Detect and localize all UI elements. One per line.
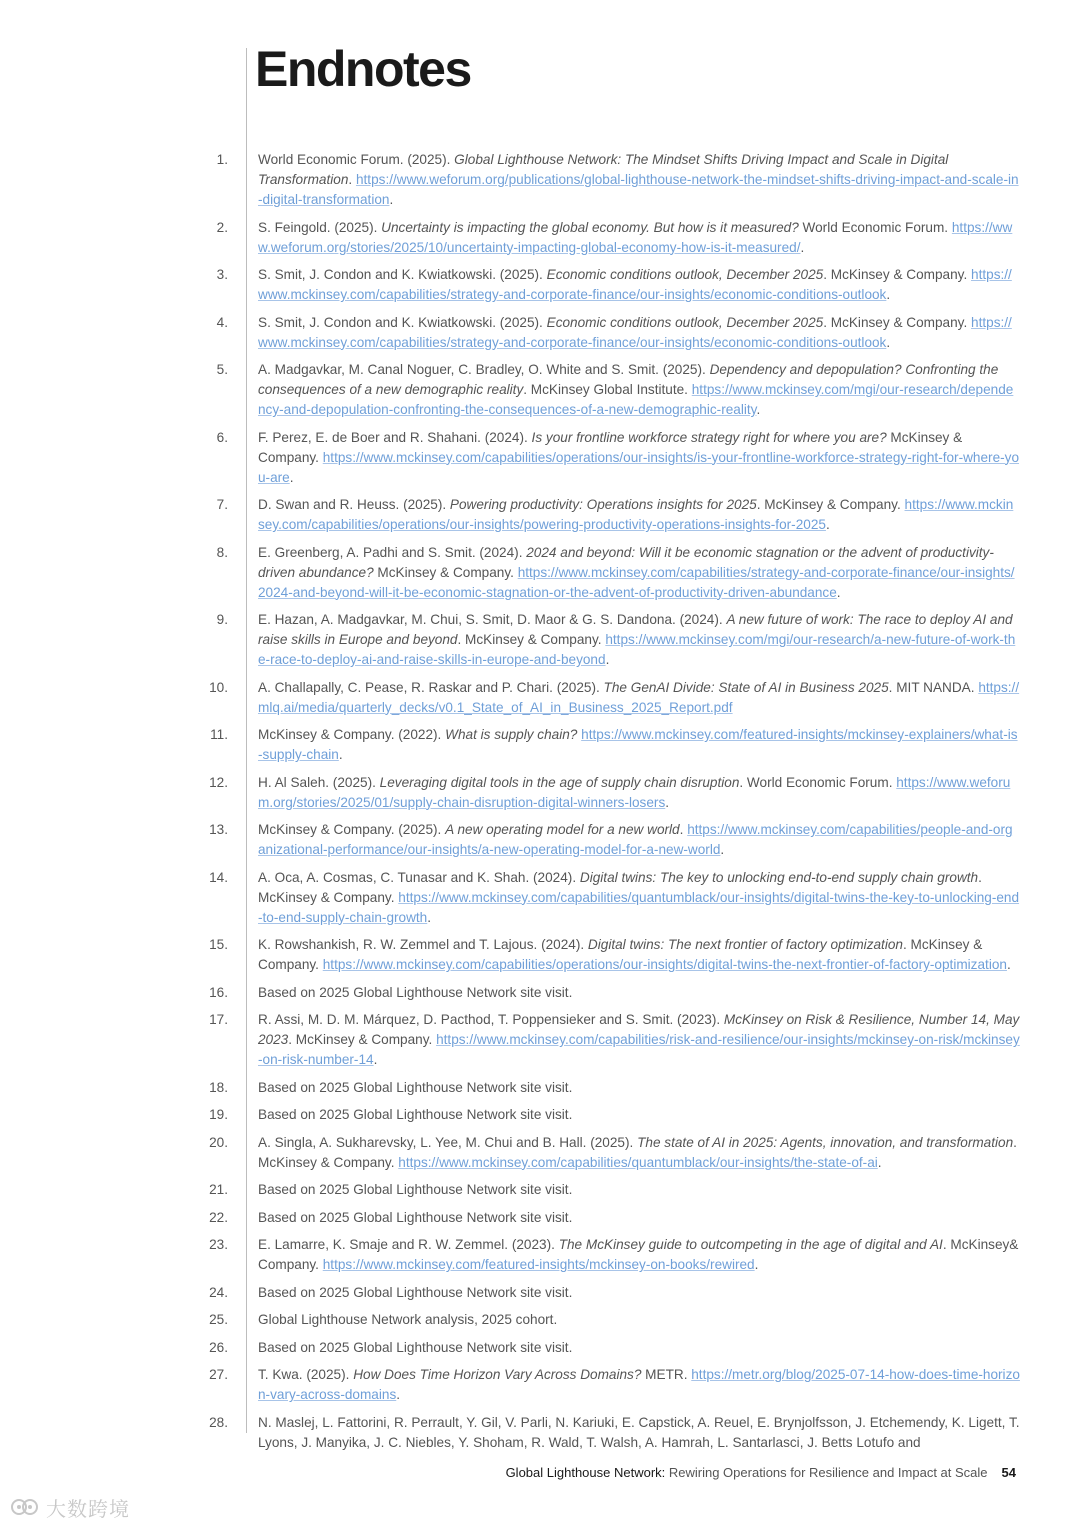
endnote-item bbox=[0, 1235, 1080, 1275]
endnote-title: A new future of work: The race to deploy AI and raise skills in Europe and beyond bbox=[258, 612, 1013, 647]
endnote-text-segment: A. Singla, A. Sukharevsky, L. Yee, M. Chui and B. Hall. (2025). bbox=[258, 1134, 638, 1150]
endnote-text-segment: . McKinsey & Company. bbox=[258, 869, 982, 905]
endnote-item bbox=[0, 868, 1080, 928]
endnote-text-segment: . McKinsey & Company. bbox=[457, 632, 606, 647]
endnote-number: 16. bbox=[209, 984, 228, 1000]
endnote-number: 12. bbox=[209, 774, 228, 790]
endnote-text-segment: D. Swan and R. Heuss. (2025). bbox=[258, 497, 450, 512]
page-number: 54 bbox=[1001, 1465, 1016, 1480]
endnote-link[interactable]: https://www.mckinsey.com/capabilities/operations/our-insights/powering-productivity-operations-insights-for-2025 bbox=[258, 497, 1014, 532]
endnote-link[interactable]: https://www.mckinsey.com/mgi/our-research/a-new-future-of-work-the-race-to-deploy-ai-and-raise-skills-in-europe-and-beyond bbox=[258, 632, 1016, 667]
endnote-text bbox=[258, 1283, 1020, 1303]
endnote-item bbox=[0, 1208, 1080, 1228]
endnote-number: 25. bbox=[209, 1312, 228, 1327]
endnote-number: 22. bbox=[209, 1209, 228, 1225]
endnote-text-segment: McKinsey & Company. bbox=[373, 564, 518, 580]
endnote-text-segment: H. Al Saleh. (2025). bbox=[258, 774, 380, 790]
endnote-link[interactable]: https://www.mckinsey.com/capabilities/quantumblack/our-insights/the-state-of-ai bbox=[398, 1154, 878, 1170]
endnote-item bbox=[0, 1310, 1080, 1330]
endnote-text-segment: S. Smit, J. Condon and K. Kwiatkowski. (2025). bbox=[258, 314, 547, 330]
endnote-number: 5. bbox=[216, 362, 228, 377]
endnote-title: Digital twins: The next frontier of factory optimization bbox=[587, 937, 903, 952]
endnote-link[interactable]: https://www.mckinsey.com/capabilities/strategy-and-corporate-finance/our-insights/economic-conditions-outlook bbox=[258, 267, 1012, 302]
endnote-link[interactable]: https://www.mckinsey.com/capabilities/risk-and-resilience/our-insights/mckinsey-on-risk/mckinsey-on-risk-number-14 bbox=[258, 1032, 1020, 1067]
endnote-text-segment: . bbox=[877, 1154, 882, 1170]
endnote-text-segment: . bbox=[289, 469, 294, 485]
endnote-item bbox=[0, 1010, 1080, 1070]
endnote-text-segment: A. Oca, A. Cosmas, C. Tunasar and K. Shah. (2024). bbox=[258, 869, 580, 885]
watermark-text: 大数跨境 bbox=[46, 1496, 130, 1521]
endnote-number: 13. bbox=[209, 822, 228, 837]
endnote-title: What is supply chain? bbox=[445, 727, 578, 742]
endnote-text-segment: F. Perez, E. de Boer and R. Shahani. (2024). bbox=[258, 429, 532, 445]
endnote-number: 10. bbox=[209, 679, 228, 695]
endnote-text bbox=[258, 1338, 1020, 1358]
endnote-number: 8. bbox=[216, 544, 228, 560]
endnote-number: 28. bbox=[209, 1414, 228, 1430]
endnote-text bbox=[258, 1310, 1020, 1330]
endnote-number: 11. bbox=[210, 727, 228, 742]
endnote-item bbox=[0, 773, 1080, 813]
endnote-link[interactable]: https://www.mckinsey.com/capabilities/operations/our-insights/digital-twins-the-next-frontier-of-factory-optimization bbox=[322, 957, 1007, 972]
endnote-text bbox=[258, 150, 1020, 210]
endnote-item bbox=[0, 1105, 1080, 1125]
endnote-text-segment: . bbox=[679, 822, 688, 837]
endnote-title: How Does Time Horizon Vary Across Domains? bbox=[353, 1367, 642, 1382]
endnote-text-segment: . MIT NANDA. bbox=[888, 679, 979, 695]
endnotes-list bbox=[0, 150, 1080, 1460]
endnote-item bbox=[0, 1283, 1080, 1303]
endnote-text bbox=[258, 1078, 1020, 1098]
endnote-text-segment: . McKinsey & Company. bbox=[288, 1032, 437, 1047]
endnote-title: Powering productivity: Operations insights for 2025 bbox=[449, 497, 757, 512]
endnote-title: Economic conditions outlook, December 2025 bbox=[546, 267, 824, 282]
endnote-link[interactable]: https://www.mckinsey.com/capabilities/quantumblack/our-insights/digital-twins-the-key-to-unlocking-end-to-end-supply-chain-growth bbox=[258, 889, 1020, 925]
endnote-text bbox=[258, 868, 1020, 928]
endnote-text-segment: . McKinsey Global Institute. bbox=[523, 382, 692, 397]
endnote-text bbox=[258, 983, 1020, 1003]
endnote-text-segment: E. Lamarre, K. Smaje and R. W. Zemmel. (2023). bbox=[258, 1237, 559, 1252]
logo-mark-icon bbox=[10, 1496, 40, 1518]
endnote-number: 20. bbox=[209, 1134, 228, 1150]
endnote-text-segment: . bbox=[348, 172, 356, 187]
endnote-text-segment: World Economic Forum. bbox=[798, 219, 952, 235]
endnote-item bbox=[0, 820, 1080, 860]
endnote-link[interactable]: https://www.mckinsey.com/featured-insights/mckinsey-explainers/what-is-supply-chain bbox=[258, 727, 1018, 762]
endnote-link[interactable]: https://www.mckinsey.com/featured-insights/mckinsey-on-books/rewired bbox=[322, 1257, 755, 1272]
endnote-text-segment: . McKinsey & Company. bbox=[258, 937, 983, 972]
endnote-text bbox=[258, 1235, 1020, 1275]
endnote-text bbox=[258, 1208, 1020, 1228]
endnote-text-segment: . McKinsey & Company. bbox=[258, 1134, 1017, 1170]
endnote-text-segment: Based on 2025 Global Lighthouse Network site visit. bbox=[258, 1182, 573, 1197]
endnote-number: 7. bbox=[216, 497, 228, 512]
endnote-text-segment: . bbox=[373, 1052, 378, 1067]
endnote-text-segment: . bbox=[605, 652, 610, 667]
endnote-text-segment: . McKinsey& Company. bbox=[258, 1237, 1019, 1272]
endnote-link[interactable]: https://www.mckinsey.com/capabilities/strategy-and-corporate-finance/our-insights/2024-and-beyond-will-it-be-economic-stagnation-or-the-advent-of-productivity-driven-abundance bbox=[258, 564, 1015, 600]
endnote-text-segment: World Economic Forum. (2025). bbox=[258, 152, 455, 167]
endnote-text-segment: McKinsey & Company. bbox=[258, 429, 963, 465]
endnote-text-segment: E. Hazan, A. Madgavkar, M. Chui, S. Smit, D. Maor & G. S. Dandona. (2024). bbox=[258, 612, 727, 627]
page-title: Endnotes bbox=[255, 41, 471, 97]
endnote-link[interactable]: https://mlq.ai/media/quarterly_decks/v0.1_State_of_AI_in_Business_2025_Report.pdf bbox=[258, 679, 1020, 715]
endnote-item bbox=[0, 265, 1080, 305]
endnote-number: 19. bbox=[209, 1107, 228, 1122]
endnote-item bbox=[0, 1133, 1080, 1173]
endnote-title: Digital twins: The key to unlocking end-to-end supply chain growth bbox=[579, 869, 979, 885]
endnote-title: The McKinsey guide to outcompeting in the age of digital and AI bbox=[558, 1237, 943, 1252]
page-footer bbox=[506, 1465, 1016, 1480]
endnote-number: 1. bbox=[216, 152, 228, 167]
endnote-text-segment: T. Kwa. (2025). bbox=[258, 1367, 354, 1382]
endnote-text bbox=[258, 725, 1020, 765]
endnote-text-segment: . bbox=[825, 517, 830, 532]
endnote-item bbox=[0, 1078, 1080, 1098]
endnote-text-segment: . bbox=[665, 794, 670, 810]
endnote-text-segment: Based on 2025 Global Lighthouse Network site visit. bbox=[258, 1284, 573, 1300]
endnote-text bbox=[258, 678, 1020, 718]
endnote-item bbox=[0, 543, 1080, 603]
endnote-text-segment: S. Feingold. (2025). bbox=[258, 219, 382, 235]
endnote-number: 23. bbox=[209, 1237, 228, 1252]
endnote-item bbox=[0, 725, 1080, 765]
endnote-text-segment: . bbox=[427, 909, 432, 925]
endnote-text-segment: . bbox=[389, 192, 394, 207]
footer-subtitle: Rewiring Operations for Resilience and Impact at Scale bbox=[665, 1465, 988, 1480]
endnote-text-segment: . bbox=[756, 402, 761, 417]
endnote-link[interactable]: https://metr.org/blog/2025-07-14-how-does-time-horizon-vary-across-domains bbox=[258, 1367, 1020, 1402]
endnote-text bbox=[258, 313, 1020, 353]
endnote-item bbox=[0, 1338, 1080, 1358]
endnote-title: Economic conditions outlook, December 2025 bbox=[546, 314, 824, 330]
endnote-link[interactable]: https://www.weforum.org/publications/global-lighthouse-network-the-mindset-shifts-driving-impact-and-scale-in-digital-transformation bbox=[258, 172, 1019, 207]
endnote-text-segment: S. Smit, J. Condon and K. Kwiatkowski. (2025). bbox=[258, 267, 547, 282]
endnote-text-segment: . McKinsey & Company. bbox=[823, 267, 972, 282]
endnote-text-segment: E. Greenberg, A. Padhi and S. Smit. (2024). bbox=[258, 544, 527, 560]
endnote-text-segment: . McKinsey & Company. bbox=[823, 314, 972, 330]
endnote-item bbox=[0, 1365, 1080, 1405]
endnote-text-segment: K. Rowshankish, R. W. Zemmel and T. Lajous. (2024). bbox=[258, 937, 588, 952]
endnote-text-segment: Based on 2025 Global Lighthouse Network site visit. bbox=[258, 1107, 573, 1122]
endnote-text-segment: METR. bbox=[641, 1367, 692, 1382]
endnote-item bbox=[0, 983, 1080, 1003]
endnote-text-segment: A. Madgavkar, M. Canal Noguer, C. Bradley, O. White and S. Smit. (2025). bbox=[258, 362, 710, 377]
endnote-text-segment: Based on 2025 Global Lighthouse Network site visit. bbox=[258, 1079, 573, 1095]
endnote-text-segment: . bbox=[754, 1257, 759, 1272]
endnote-text-segment: . bbox=[800, 239, 805, 255]
endnote-text-segment: . McKinsey & Company. bbox=[756, 497, 905, 512]
endnote-title: The state of AI in 2025: Agents, innovation, and transformation bbox=[637, 1134, 1014, 1150]
endnote-number: 21. bbox=[209, 1182, 228, 1197]
endnote-text-segment: . bbox=[836, 584, 841, 600]
endnote-text bbox=[258, 1413, 1020, 1453]
endnote-number: 24. bbox=[209, 1284, 228, 1300]
endnote-text-segment: . bbox=[1006, 957, 1011, 972]
endnote-link[interactable]: https://www.mckinsey.com/capabilities/people-and-organizational-performance/our-insights/a-new-operating-model-for-a-new-world bbox=[258, 822, 1013, 857]
endnote-link[interactable]: https://www.mckinsey.com/capabilities/operations/our-insights/is-your-frontline-workforce-strategy-right-for-where-you-are bbox=[258, 449, 1020, 485]
endnote-text bbox=[258, 1180, 1020, 1200]
endnote-link[interactable]: https://www.mckinsey.com/capabilities/strategy-and-corporate-finance/our-insights/economic-conditions-outlook bbox=[258, 314, 1012, 350]
endnote-text-segment: Based on 2025 Global Lighthouse Network site visit. bbox=[258, 984, 573, 1000]
endnote-text bbox=[258, 265, 1020, 305]
endnote-title: Global Lighthouse Network: The Mindset Shifts Driving Impact and Scale in Digital Transformation bbox=[258, 152, 949, 187]
endnote-link[interactable]: https://www.weforum.org/stories/2025/10/uncertainty-impacting-global-economy-how-is-it-measured/ bbox=[258, 219, 1013, 255]
endnote-item bbox=[0, 678, 1080, 718]
endnote-text-segment: . bbox=[886, 287, 891, 302]
endnote-text-segment: . bbox=[396, 1387, 401, 1402]
endnote-text-segment: Based on 2025 Global Lighthouse Network site visit. bbox=[258, 1209, 573, 1225]
endnote-title: Dependency and depopulation? Confronting the consequences of a new demographic reality bbox=[258, 362, 999, 397]
endnote-item bbox=[0, 150, 1080, 210]
endnote-title: Leveraging digital tools in the age of supply chain disruption bbox=[379, 774, 740, 790]
endnote-item bbox=[0, 1180, 1080, 1200]
endnote-text bbox=[258, 1365, 1020, 1405]
endnote-text bbox=[258, 495, 1020, 535]
endnote-text-segment: McKinsey & Company. (2022). bbox=[258, 727, 446, 742]
endnote-number: 26. bbox=[209, 1339, 228, 1355]
endnote-text bbox=[258, 610, 1020, 670]
endnote-text bbox=[258, 935, 1020, 975]
endnote-number: 15. bbox=[209, 937, 228, 952]
endnote-number: 18. bbox=[209, 1079, 228, 1095]
endnote-text-segment: R. Assi, M. D. M. Márquez, D. Pacthod, T. Poppensieker and S. Smit. (2023). bbox=[258, 1012, 724, 1027]
endnote-text-segment: . World Economic Forum. bbox=[739, 774, 897, 790]
endnote-item bbox=[0, 428, 1080, 488]
endnote-text bbox=[258, 1010, 1020, 1070]
endnote-item bbox=[0, 935, 1080, 975]
endnote-text bbox=[258, 428, 1020, 488]
endnote-number: 4. bbox=[216, 314, 228, 330]
endnote-text bbox=[258, 1105, 1020, 1125]
endnote-text-segment: . bbox=[338, 747, 343, 762]
endnote-item bbox=[0, 360, 1080, 420]
endnote-number: 27. bbox=[209, 1367, 228, 1382]
endnote-item bbox=[0, 313, 1080, 353]
endnote-number: 2. bbox=[216, 219, 228, 235]
endnote-item bbox=[0, 1413, 1080, 1453]
endnote-number: 3. bbox=[216, 267, 228, 282]
endnote-text-segment: . bbox=[720, 842, 725, 857]
endnote-title: Uncertainty is impacting the global economy. But how is it measured? bbox=[381, 219, 799, 235]
endnote-title: The GenAI Divide: State of AI in Business 2025 bbox=[603, 679, 889, 695]
watermark bbox=[10, 1494, 130, 1520]
endnote-item bbox=[0, 610, 1080, 670]
endnote-link[interactable]: https://www.weforum.org/stories/2025/01/supply-chain-disruption-digital-winners-losers bbox=[258, 774, 1011, 810]
endnote-text bbox=[258, 773, 1020, 813]
endnote-item bbox=[0, 218, 1080, 258]
endnote-number: 17. bbox=[209, 1012, 228, 1027]
footer-brand: Global Lighthouse Network: bbox=[505, 1465, 666, 1480]
endnote-title: McKinsey on Risk & Resilience, Number 14, May 2023 bbox=[258, 1012, 1020, 1047]
endnote-text-segment: McKinsey & Company. (2025). bbox=[258, 822, 446, 837]
endnote-title: 2024 and beyond: Will it be economic stagnation or the advent of productivity-driven abundance? bbox=[258, 544, 994, 580]
endnote-number: 9. bbox=[216, 612, 228, 627]
endnote-text-segment: A. Challapally, C. Pease, R. Raskar and P. Chari. (2025). bbox=[258, 679, 604, 695]
endnote-text bbox=[258, 543, 1020, 603]
endnote-title: A new operating model for a new world bbox=[445, 822, 680, 837]
endnote-item bbox=[0, 495, 1080, 535]
endnote-number: 6. bbox=[216, 429, 228, 445]
endnote-number: 14. bbox=[209, 869, 228, 885]
endnote-title: Is your frontline workforce strategy right for where you are? bbox=[531, 429, 887, 445]
endnote-text bbox=[258, 1133, 1020, 1173]
endnote-text-segment: . bbox=[886, 334, 891, 350]
endnote-text-segment: N. Maslej, L. Fattorini, R. Perrault, Y. Gil, V. Parli, N. Kariuki, E. Capstick, A. Reuel, E. Brynjolfsson, J. Etchemendy, K. Ligett, T. Lyons, J. Manyika, J. C. Niebles, Y. Shoham, R. Wald, T. Walsh, A. Hamrah, L. Santarlasci, J. Betts Lotufo and bbox=[258, 1414, 1020, 1450]
endnote-text bbox=[258, 820, 1020, 860]
endnote-text bbox=[258, 360, 1020, 420]
endnote-link[interactable]: https://www.mckinsey.com/mgi/our-research/dependency-and-depopulation-confronting-the-consequences-of-a-new-demographic-reality bbox=[258, 382, 1014, 417]
endnote-text-segment: Global Lighthouse Network analysis, 2025 cohort. bbox=[258, 1312, 558, 1327]
endnote-text bbox=[258, 218, 1020, 258]
endnote-text-segment: Based on 2025 Global Lighthouse Network site visit. bbox=[258, 1339, 573, 1355]
